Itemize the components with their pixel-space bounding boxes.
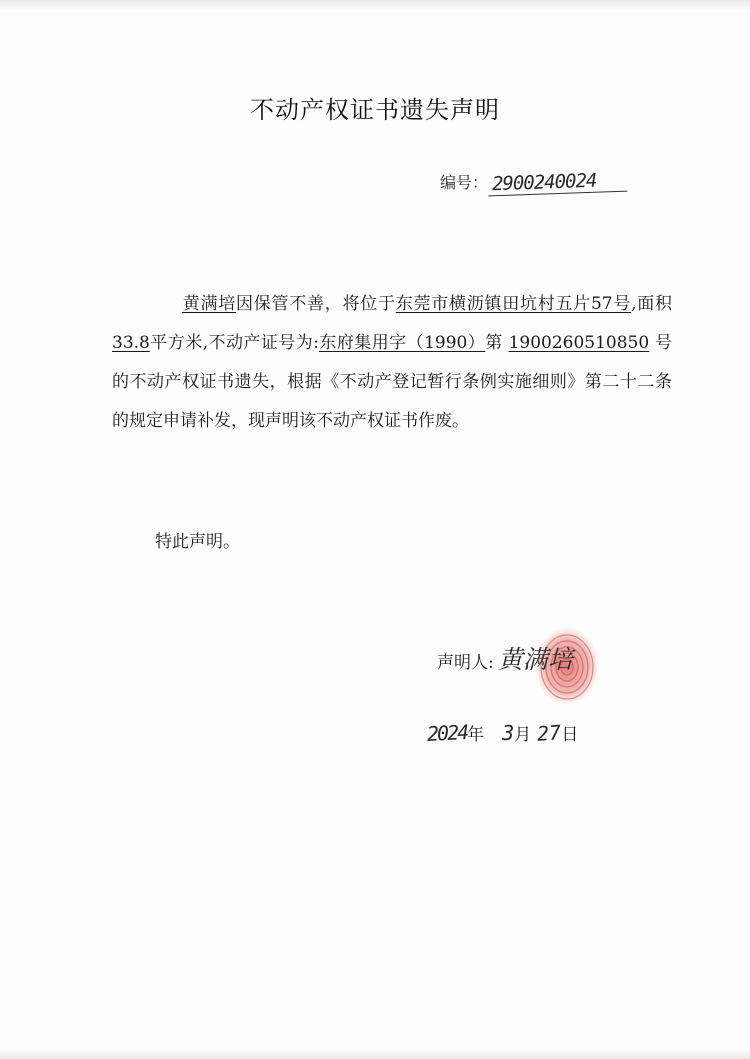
- property-area: 33.8: [112, 333, 150, 353]
- date-day: 27: [536, 720, 563, 746]
- body-text-1: 因保管不善，将位于: [236, 294, 396, 314]
- signer-row: [437, 640, 573, 676]
- scan-edge-bottom: [0, 1049, 750, 1059]
- body-text-2: ,面积: [631, 294, 673, 314]
- body-text-4: 第: [485, 333, 503, 353]
- date-row: [427, 720, 578, 745]
- date-month: 3: [502, 721, 515, 745]
- number-label: 编号：: [440, 173, 489, 192]
- body-text-3: 平方米,不动产证号为:: [149, 333, 319, 353]
- scan-edge-top: [0, 0, 750, 10]
- number-value: 2900240024: [488, 169, 628, 197]
- signer-signature: 黄满培: [497, 645, 573, 674]
- declaration-body: [112, 285, 672, 441]
- document-title: 不动产权证书遗失声明: [250, 96, 500, 124]
- signer-label: 声明人:: [437, 653, 494, 673]
- certificate-number: 1900260510850: [508, 333, 650, 353]
- property-location: 东莞市横沥镇田坑村五片57号: [395, 294, 632, 314]
- closing-statement: 特此声明。: [155, 532, 240, 552]
- owner-name: 黄满培: [182, 294, 236, 314]
- body-text-5: 号的不动产权证书遗失，根据《不动产登记暂行条例实施细则》第二十二条的规定申请补发，现声明该不动产权证书作废。: [112, 333, 673, 431]
- date-day-unit: 日: [561, 725, 579, 745]
- certificate-prefix: 东府集用字（1990）: [318, 333, 486, 353]
- date-year-unit: 年: [467, 725, 485, 745]
- date-month-unit: 月: [514, 725, 532, 745]
- date-year: 2024: [426, 719, 468, 747]
- number-row: [440, 170, 627, 194]
